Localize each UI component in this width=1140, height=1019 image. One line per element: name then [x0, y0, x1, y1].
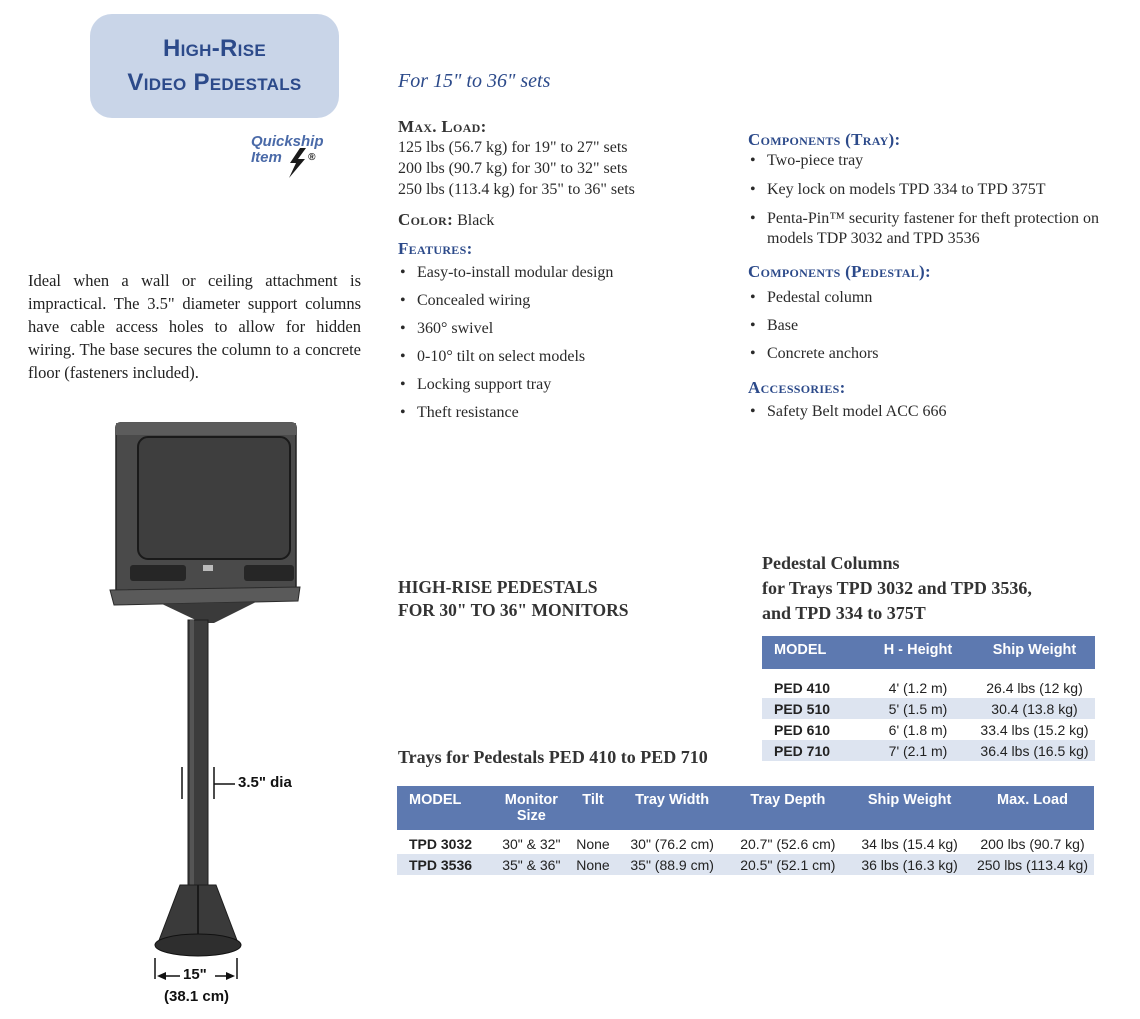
table-cell: 30" (76.2 cm): [630, 835, 714, 852]
pedestal-columns-title: [762, 551, 1032, 626]
specs-column: [398, 117, 728, 423]
pedestal-columns-title-line-3: and TPD 334 to 375T: [762, 603, 926, 623]
base-width-label: 15": [183, 966, 207, 983]
table-row: [762, 719, 1095, 740]
table-row: [397, 854, 1094, 875]
column-header: Monitor Size: [494, 786, 570, 830]
column-header: H - Height: [862, 636, 974, 669]
max-load-line-1: 125 lbs (56.7 kg) for 19" to 27" sets: [398, 139, 628, 156]
table-cell: None: [569, 854, 617, 875]
color-row: [398, 210, 728, 231]
max-load-heading: Max. Load:: [398, 117, 487, 136]
high-rise-title-line-1: HIGH-RISE PEDESTALS: [398, 577, 598, 597]
table-cell: 20.7" (52.6 cm): [740, 835, 836, 852]
intro-paragraph: Ideal when a wall or ceiling attachment is impractical. The 3.5" diameter support columns have cable access holes to allow for hidden wiring. The base secures the column to a concrete floor (fasteners included).: [28, 271, 361, 382]
accessories-list: [748, 402, 1118, 422]
tv-top-bezel: [116, 423, 296, 435]
column-header: Ship Weight: [848, 786, 971, 830]
list-item: • Safety Belt model ACC 666: [748, 402, 1118, 422]
list-item: • Concealed wiring: [398, 291, 728, 311]
list-item: • Penta-Pin™ security fastener for theft protection on models TDP 3032 and TPD 3536: [748, 209, 1112, 249]
tv-speaker-right: [244, 565, 294, 581]
column-header: MODEL: [397, 786, 494, 830]
base-width-metric-label: (38.1 cm): [164, 988, 230, 1005]
quickship-line-2: Item: [251, 149, 282, 166]
table-cell: 5' (1.5 m): [862, 698, 974, 719]
tv-logo-mark: [203, 565, 213, 571]
list-item: • Key lock on models TPD 334 to TPD 375T: [748, 180, 1118, 200]
table-cell: 36 lbs (16.3 kg): [848, 854, 971, 875]
table-cell: 36.4 lbs (16.5 kg): [974, 740, 1095, 761]
title-line-1: High-Rise: [163, 35, 266, 62]
components-pedestal-list: [748, 288, 1118, 364]
max-load-line-2: 200 lbs (90.7 kg) for 30" to 32" sets: [398, 160, 628, 177]
high-rise-title-line-2: FOR 30" TO 36" MONITORS: [398, 600, 629, 620]
list-item: • Easy-to-install modular design: [398, 263, 728, 283]
trays-table: [397, 786, 1094, 875]
pedestal-illustration: [100, 415, 320, 1015]
trays-title: Trays for Pedestals PED 410 to PED 710: [398, 747, 708, 767]
list-item: • Locking support tray: [398, 375, 728, 395]
table-cell: TPD 3536: [397, 854, 494, 875]
title-line-2: Video Pedestals: [127, 69, 302, 96]
tray-bracket: [162, 602, 256, 623]
column-header: Ship Weight: [974, 636, 1095, 669]
list-item: • Base: [748, 316, 1118, 336]
column-header: MODEL: [762, 636, 862, 669]
table-cell: None: [576, 835, 610, 852]
table-row: [762, 698, 1095, 719]
table-cell: 6' (1.8 m): [888, 721, 948, 738]
pedestal-columns-title-line-2: for Trays TPD 3032 and TPD 3536,: [762, 578, 1032, 598]
table-cell: 4' (1.2 m): [888, 679, 948, 696]
table-cell: TPD 3032: [409, 835, 473, 852]
features-list: [398, 263, 728, 423]
table-row: [762, 740, 1095, 761]
features-heading: Features:: [398, 239, 473, 258]
table-cell: 30" & 32": [502, 835, 561, 852]
table-cell: 35" & 36": [494, 854, 570, 875]
quickship-logo: [251, 134, 324, 178]
tv-speaker-left: [130, 565, 186, 581]
components-pedestal-heading: Components (Pedestal):: [748, 262, 931, 281]
list-item: • Concrete anchors: [748, 344, 1118, 364]
tray: [110, 587, 300, 605]
table-row: [397, 833, 1094, 854]
list-item: • 360° swivel: [398, 319, 728, 339]
color-heading: Color:: [398, 210, 454, 229]
table-cell: 7' (2.1 m): [862, 740, 974, 761]
pedestal-columns-title-line-1: Pedestal Columns: [762, 553, 900, 573]
table-cell: PED 610: [774, 721, 831, 738]
column-diameter-label: 3.5" dia: [238, 774, 292, 791]
components-tray-list: [748, 151, 1118, 249]
list-item: • 0-10° tilt on select models: [398, 347, 728, 367]
table-cell: 250 lbs (113.4 kg): [971, 854, 1094, 875]
column-header: Tilt: [569, 786, 617, 830]
table-cell: PED 410: [774, 679, 831, 696]
accessories-heading: Accessories:: [748, 378, 846, 397]
column-header: Tray Width: [617, 786, 728, 830]
table-cell: 35" (88.9 cm): [617, 854, 728, 875]
list-item: • Two-piece tray: [748, 151, 1118, 171]
table-cell: PED 710: [762, 740, 862, 761]
max-load-line-3: 250 lbs (113.4 kg) for 35" to 36" sets: [398, 181, 635, 198]
components-column: [748, 130, 1118, 422]
column-header: Tray Depth: [727, 786, 848, 830]
list-item: • Pedestal column: [748, 288, 1118, 308]
table-row: [762, 677, 1095, 698]
table-cell: PED 510: [762, 698, 862, 719]
components-tray-heading: Components (Tray):: [748, 130, 901, 149]
list-item: • Theft resistance: [398, 403, 728, 423]
table-cell: 33.4 lbs (15.2 kg): [980, 721, 1089, 738]
high-rise-title: [398, 576, 628, 622]
lightning-bolt-icon: [286, 148, 308, 178]
quickship-line-1: Quickship: [251, 133, 324, 150]
size-subheading: For 15" to 36" sets: [398, 70, 551, 92]
title-badge: [90, 14, 339, 118]
table-cell: 200 lbs (90.7 kg): [980, 835, 1085, 852]
table-cell: 30.4 (13.8 kg): [974, 698, 1095, 719]
table-cell: 34 lbs (15.4 kg): [861, 835, 958, 852]
color-value: Black: [457, 212, 495, 229]
table-cell: 20.5" (52.1 cm): [727, 854, 848, 875]
pedestal-columns-table: [762, 636, 1095, 761]
column-header: Max. Load: [971, 786, 1094, 830]
table-cell: 26.4 lbs (12 kg): [986, 679, 1083, 696]
base-plate: [155, 934, 241, 956]
registered-mark: ®: [308, 152, 316, 163]
tv-screen: [138, 437, 290, 559]
